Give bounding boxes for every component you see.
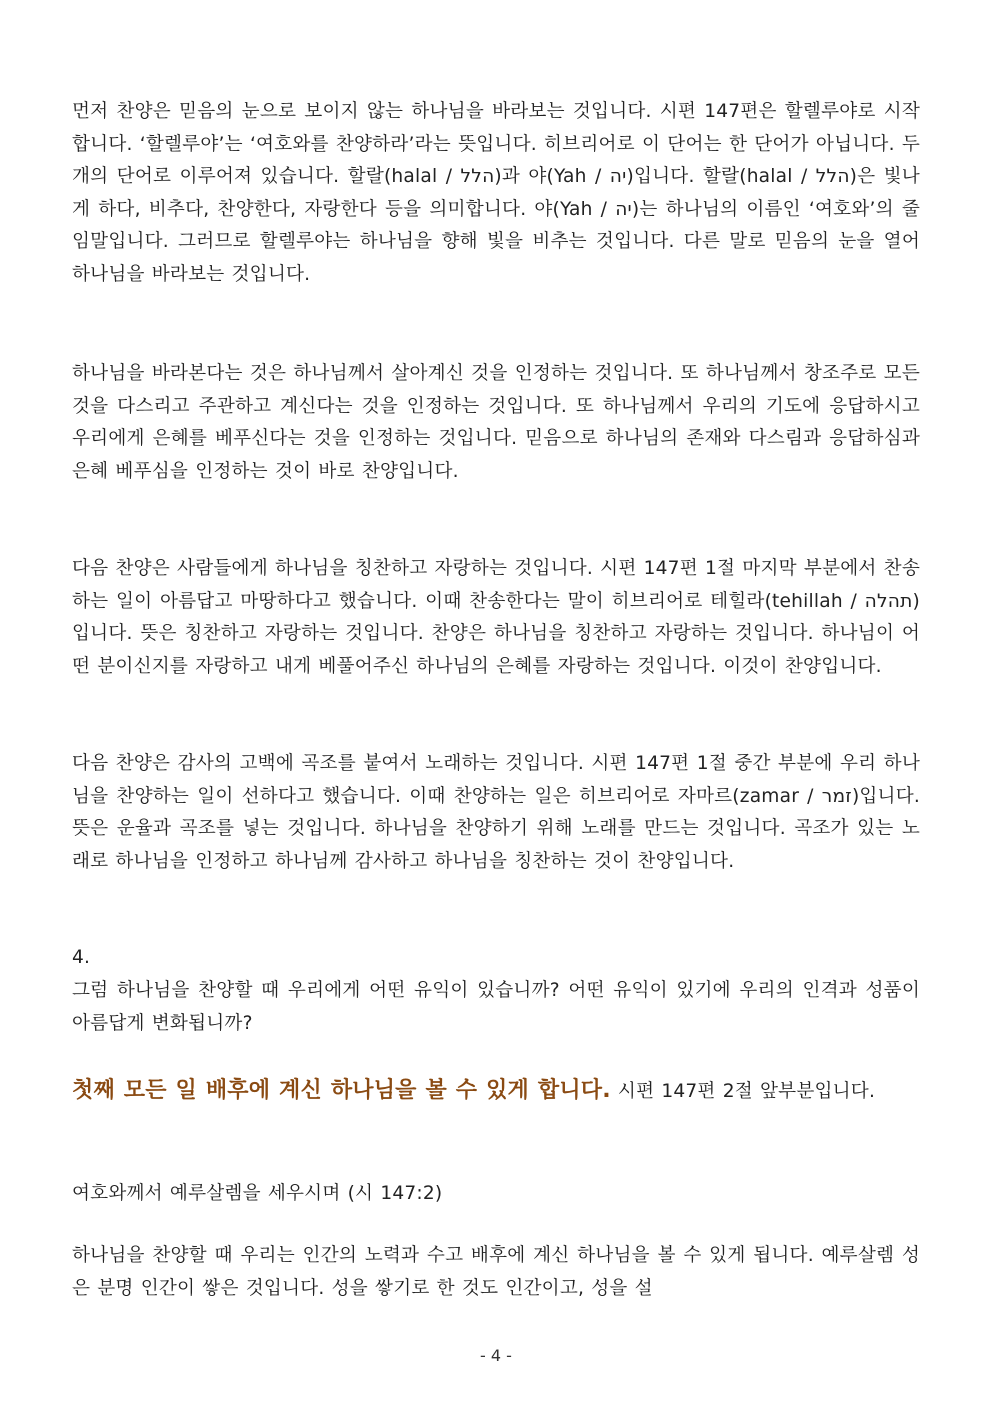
- point-heading: 첫째 모든 일 배후에 계신 하나님을 볼 수 있게 합니다.: [72, 1078, 611, 1103]
- paragraph-hallelujah: 먼저 찬양은 믿음의 눈으로 보이지 않는 하나님을 바라보는 것입니다. 시편 147편은 할렐루야로 시작합니다. ‘할렐루야’는 ‘여호와를 찬양하라’라는 뜻입니다. 히브리어로 이 단어는 한 단어가 아닙니다. 두 개의 단어로 이루어져 있습니다. 할랄(halal / הלל)과 야(Yah / יה)입니다. 할랄(halal / הלל)은 빛나게 하다, 비추다, 찬양한다, 자랑한다 등을 의미합니다. 야(Yah / יה)는 하나님의 이름인 ‘여호와’의 줄임말입니다. 그러므로 할렐루야는 하나님을 향해 빛을 비추는 것입니다. 다른 말로 믿음의 눈을 열어 하나님을 바라보는 것입니다.: [72, 101, 921, 285]
- closing-paragraph: 하나님을 찬양할 때 우리는 인간의 노력과 수고 배후에 계신 하나님을 볼 수 있게 됩니다. 예루살렘 성은 분명 인간이 쌓은 것입니다. 성을 쌓기로 한 것도 인간이고, 성을 설: [72, 1245, 920, 1299]
- question-paragraph: 그럼 하나님을 찬양할 때 우리에게 어떤 유익이 있습니까? 어떤 유익이 있기에 우리의 인격과 성품이 아름답게 변화됩니까?: [72, 980, 920, 1034]
- point-paragraph: [72, 1075, 920, 1109]
- paragraph-tehillah: 다음 찬양은 사람들에게 하나님을 칭찬하고 자랑하는 것입니다. 시편 147편 1절 마지막 부분에서 찬송하는 일이 아름답고 마땅하다고 했습니다. 이때 찬송한다는 말이 히브리어로 테힐라(tehillah / תהלה)입니다. 뜻은 칭찬하고 자랑하는 것입니다. 찬양은 하나님을 칭찬하고 자랑하는 것입니다. 하나님이 어떤 분이신지를 자랑하고 내게 베풀어주신 하나님의 은혜를 자랑하는 것입니다. 이것이 찬양입니다.: [72, 558, 920, 677]
- paragraph-zamar: 다음 찬양은 감사의 고백에 곡조를 붙여서 노래하는 것입니다. 시편 147편 1절 중간 부분에 우리 하나님을 찬양하는 일이 선하다고 했습니다. 이때 찬양하는 일은 히브리어로 자마르(zamar / זמר)입니다. 뜻은 운율과 곡조를 넣는 것입니다. 하나님을 찬양하기 위해 노래를 만드는 것입니다. 곡조가 있는 노래로 하나님을 인정하고 하나님께 감사하고 하나님을 칭찬하는 것이 찬양입니다.: [72, 753, 920, 872]
- page-number: - 4 -: [480, 1346, 512, 1365]
- section-number: 4.: [72, 947, 91, 968]
- paragraph-seeing-god: 하나님을 바라본다는 것은 하나님께서 살아계신 것을 인정하는 것입니다. 또 하나님께서 창조주로 모든 것을 다스리고 주관하고 계신다는 것을 인정하는 것입니다. 또 하나님께서 우리의 기도에 응답하시고 우리에게 은혜를 베푸신다는 것을 인정하는 것입니다. 믿음으로 하나님의 존재와 다스림과 응답하심과 은혜 베푸심을 인정하는 것이 바로 찬양입니다.: [72, 363, 920, 482]
- verse-quote: 여호와께서 예루살렘을 세우시며 (시 147:2): [72, 1183, 443, 1204]
- point-text: 시편 147편 2절 앞부분입니다.: [610, 1081, 876, 1102]
